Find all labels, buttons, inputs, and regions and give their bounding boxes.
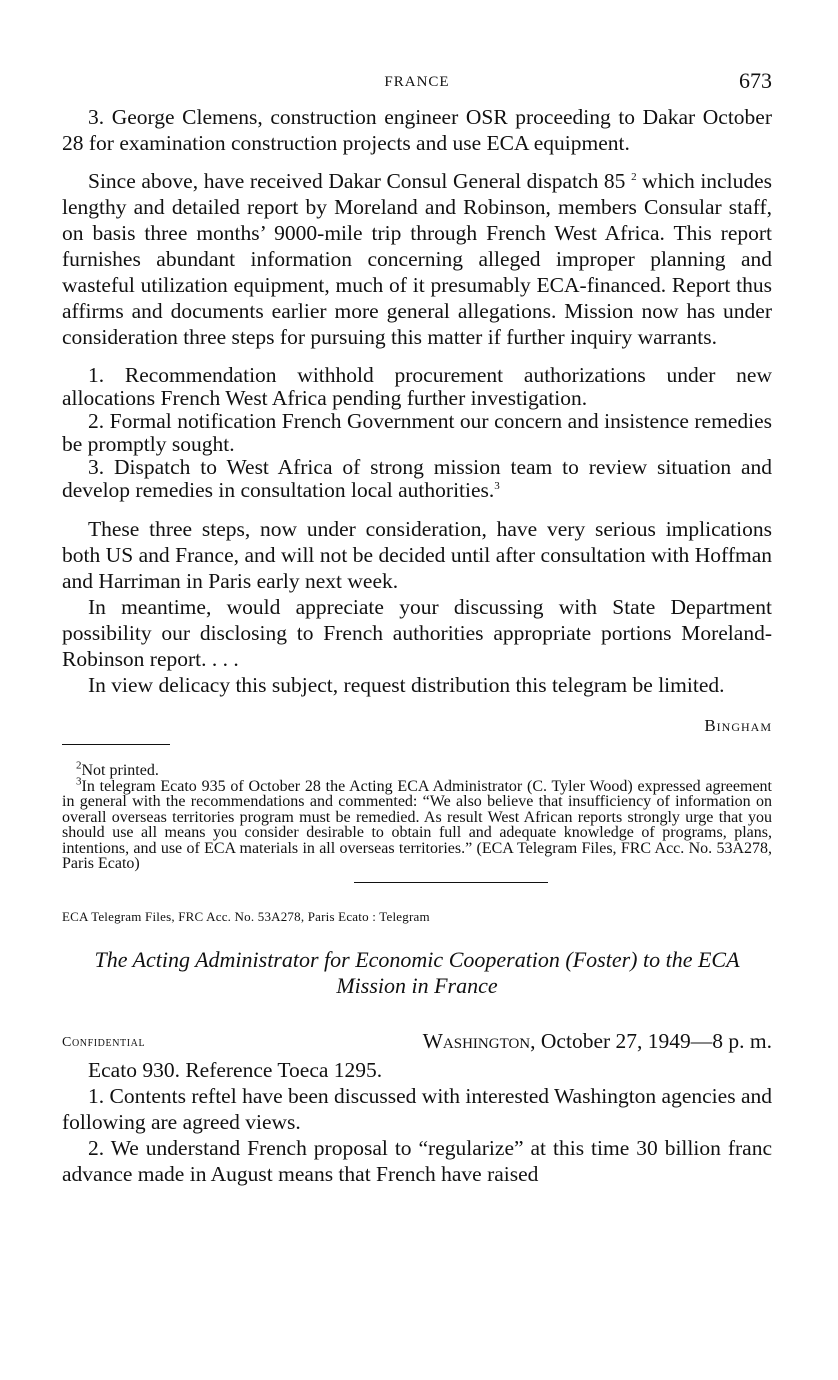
page-number: 673	[739, 68, 772, 93]
signer-name: Bingham	[704, 716, 772, 735]
source-citation: ECA Telegram Files, FRC Acc. No. 53A278, Paris Ecato : Telegram	[62, 908, 430, 924]
footnote-3-text: In telegram Ecato 935 of October 28 the Acting ECA Administrator (C. Tyler Wood) expressed agreement in general with the recommendations and commented: “We also believe that insufficiency of information on overall overseas territories program must be remedied. As result West African reports strongly urge that you should use all means you consider desirable to obtain full and adequate knowledge of programs, plans, intentions, and use of ECA materials in all overseas territories.” (ECA Telegram Files, FRC Acc. No. 53A278, Paris Ecato)	[62, 777, 772, 872]
step-2: 2. Formal notification French Government our concern and insistence remedies be promptly sought.	[62, 409, 772, 456]
step-3	[62, 456, 772, 502]
paragraph-dakar-dispatch	[62, 168, 772, 350]
running-head: FRANCE	[384, 74, 450, 90]
paragraph-dakar-text: Since above, have received Dakar Consul General dispatch 85	[88, 169, 626, 193]
dateline	[423, 1029, 772, 1054]
telegram-paragraph-2: 2. We understand French proposal to “regularize” at this time 30 billion franc advance made in August means that French have raised	[62, 1135, 772, 1186]
footnote-ref-2: 2	[631, 170, 637, 183]
footnote-2-mark: 2	[76, 759, 82, 772]
document-page	[62, 70, 772, 1187]
telegram-reference: Ecato 930. Reference Toeca 1295.	[88, 1057, 383, 1082]
footnote-divider	[62, 744, 170, 745]
paragraph-meantime: In meantime, would appreciate your discussing with State Department possibility our disclosing to French authorities appropriate portions Moreland-Robinson report. . . .	[62, 595, 772, 671]
classification-label: Confidential	[62, 1034, 146, 1050]
paragraph-implications: These three steps, now under consideration, have very serious implications both US and France, and will not be decided until after consultation with Hoffman and Harriman in Paris early next week.	[62, 517, 772, 593]
page-header	[62, 70, 772, 104]
footnote-3-mark: 3	[76, 775, 82, 788]
step-3-text: 3. Dispatch to West Africa of strong mission team to review situation and develop remedies in consultation local authorities.	[62, 455, 772, 502]
paragraph-dakar-rest: which includes lengthy and detailed report by Moreland and Robinson, members Consular staff, on basis three months’ 9000-mile trip through French West Africa. This report furnishes abundant information concerning alleged improper planning and wasteful utilization equipment, much of it presumably ECA-financed. Report thus affirms and documents earlier more general allegations. Mission now has under consideration three steps for pursuing this matter if further inquiry warrants.	[62, 169, 772, 349]
paragraph-delicacy: In view delicacy this subject, request distribution this telegram be limited.	[88, 673, 725, 697]
telegram-paragraph-1: 1. Contents reftel have been discussed with interested Washington agencies and following are agreed views.	[62, 1083, 772, 1134]
footnote-2-text: Not printed.	[81, 762, 159, 779]
document-divider	[354, 882, 548, 883]
classification-line	[62, 1029, 772, 1057]
footnote-2	[62, 759, 772, 779]
footnote-ref-3: 3	[494, 479, 500, 492]
dateline-date: , October 27, 1949—8 p. m.	[530, 1028, 772, 1053]
dateline-place: Washington	[422, 1028, 531, 1053]
paragraph-clemens: 3. George Clemens, construction engineer OSR proceeding to Dakar October 28 for examination construction projects and use ECA equipment.	[62, 105, 772, 155]
document-title: The Acting Administrator for Economic Cooperation (Foster) to the ECA Mission in France	[94, 946, 740, 998]
step-1: 1. Recommendation withhold procurement authorizations under new allocations French West Africa pending further investigation.	[62, 363, 772, 410]
footnote-3	[62, 775, 772, 872]
